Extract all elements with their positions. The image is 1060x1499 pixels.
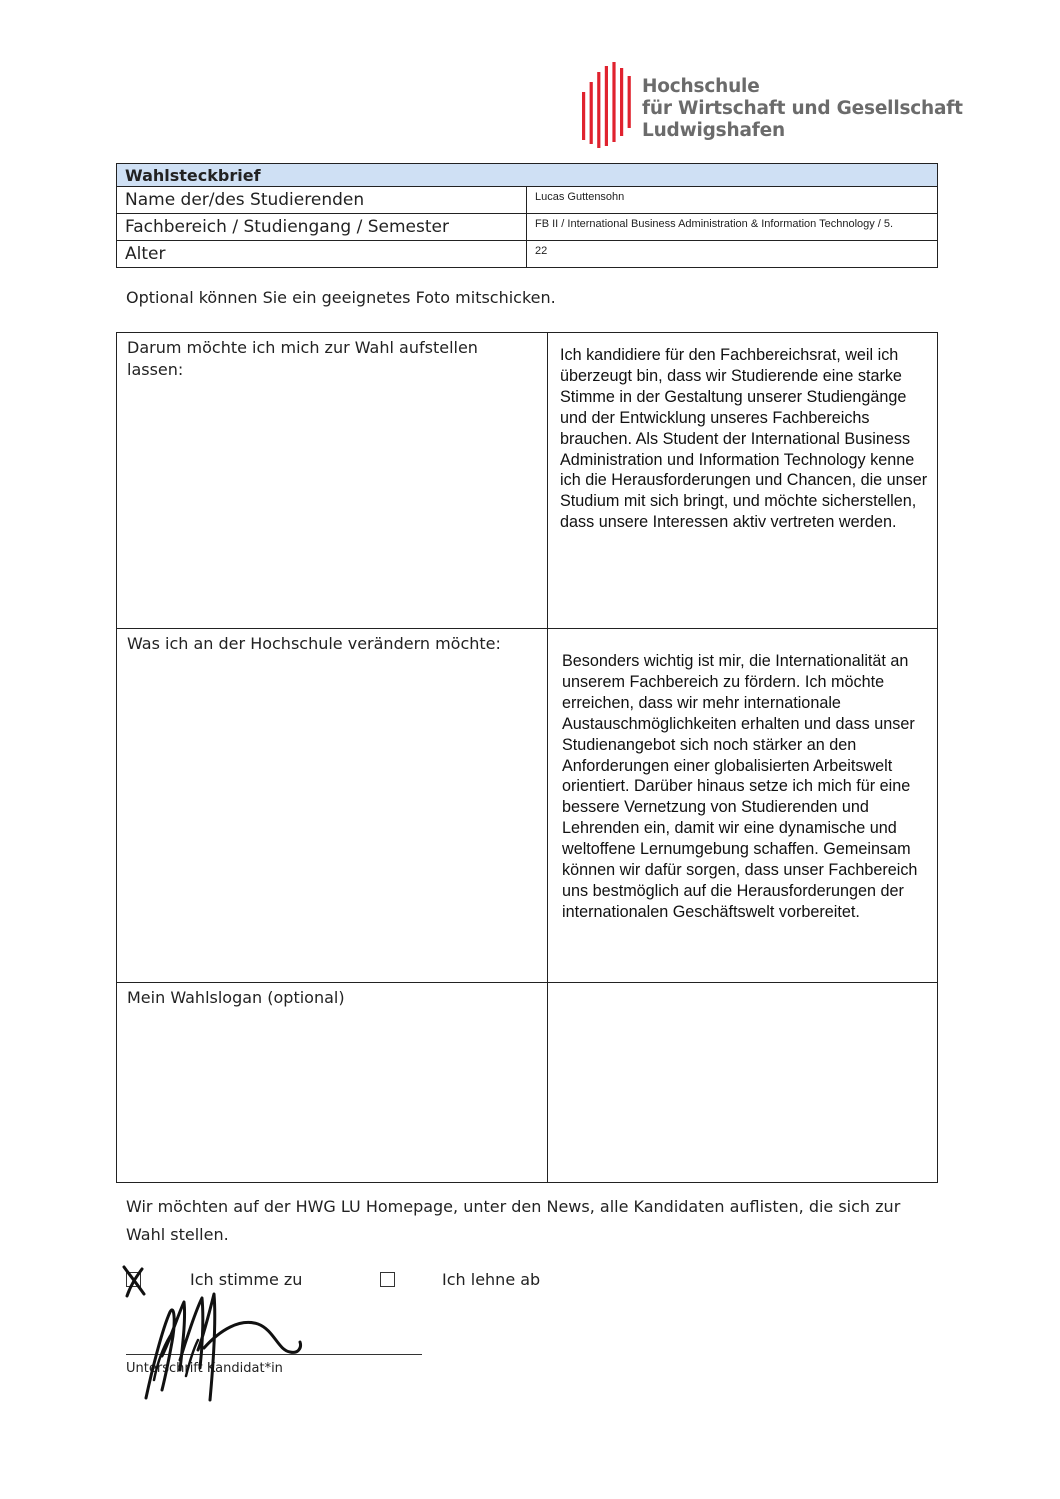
question-label: Mein Wahlslogan (optional) (117, 983, 548, 1183)
logo-line-3: Ludwigshafen (642, 120, 785, 141)
handwritten-signature (140, 1290, 310, 1402)
department-label: Fachbereich / Studiengang / Semester (117, 214, 527, 241)
profile-table-header (117, 164, 938, 187)
question-label: Darum möchte ich mich zur Wahl aufstellen lassen: (117, 333, 548, 629)
question-row (117, 629, 938, 983)
decline-label: Ich lehne ab (442, 1270, 541, 1289)
logo-bar (620, 68, 623, 136)
name-label: Name der/des Studierenden (117, 187, 527, 214)
age-label: Alter (117, 241, 527, 268)
answer-text: Ich kandidiere für den Fachbereichsrat, weil ich überzeugt bin, dass wir Studierende eine starke Stimme in der Gestaltung unserer Studiengänge und der Entwicklung unseres Fachbereichs brauchen. Als Student der International Business Administration und Information Technology kenne ich die Herausforderungen und Chancen, die unser Studium mit sich bringt, und möchte sicherstellen, dass unsere Interessen aktiv vertreten werden. (548, 333, 938, 629)
logo-bars-icon (580, 62, 636, 150)
logo-bar (605, 66, 608, 146)
question-row (117, 983, 938, 1183)
profile-row-age (117, 241, 938, 268)
agree-label: Ich stimme zu (190, 1270, 303, 1289)
profile-row-name (117, 187, 938, 214)
logo-bar (590, 82, 593, 144)
decline-checkbox[interactable] (380, 1272, 395, 1287)
homepage-note: Wir möchten auf der HWG LU Homepage, unter den News, alle Kandidaten auflisten, die sich zur Wahl stellen. (126, 1197, 901, 1244)
logo-bar (628, 76, 631, 128)
photo-note: Optional können Sie ein geeignetes Foto mitschicken. (126, 288, 556, 307)
university-logo (580, 62, 963, 154)
department-value: FB II / International Business Administration & Information Technology / 5. (527, 214, 938, 241)
logo-line-1: Hochschule (642, 76, 760, 97)
answer-text: Besonders wichtig ist mir, die Internationalität an unserem Fachbereich zu fördern. Ich möchte erreichen, dass wir mehr internationale Austauschmöglichkeiten erhalten und dass unser Studienangebot sich noch stärker an den Anforderungen einer globalisierten Arbeitswelt orientiert. Darüber hinaus setze ich mich für eine bessere Vernetzung von Studierenden und Lehrenden ein, damit wir eine dynamische und weltoffene Lernumgebung schaffen. Gemeinsam können wir dafür sorgen, dass unser Fachbereich uns bestmöglich auf die Herausforderungen der internationalen Geschäftswelt vorbereitet. (548, 629, 938, 983)
signature-caption: Unterschrift Kandidat*in (126, 1361, 283, 1376)
profile-row-department (117, 214, 938, 241)
age-value: 22 (527, 241, 938, 268)
questionnaire-table (116, 332, 938, 1183)
logo-bar (597, 72, 600, 148)
answer-text (548, 983, 938, 1183)
name-value: Lucas Guttensohn (527, 187, 938, 214)
logo-wordmark (642, 76, 963, 142)
logo-bar (612, 62, 615, 142)
logo-bar (582, 92, 585, 140)
profile-title: Wahlsteckbrief (117, 164, 938, 187)
logo-line-2: für Wirtschaft und Gesellschaft (642, 98, 963, 119)
profile-table (116, 163, 938, 268)
question-label: Was ich an der Hochschule verändern möchte: (117, 629, 548, 983)
question-row (117, 333, 938, 629)
